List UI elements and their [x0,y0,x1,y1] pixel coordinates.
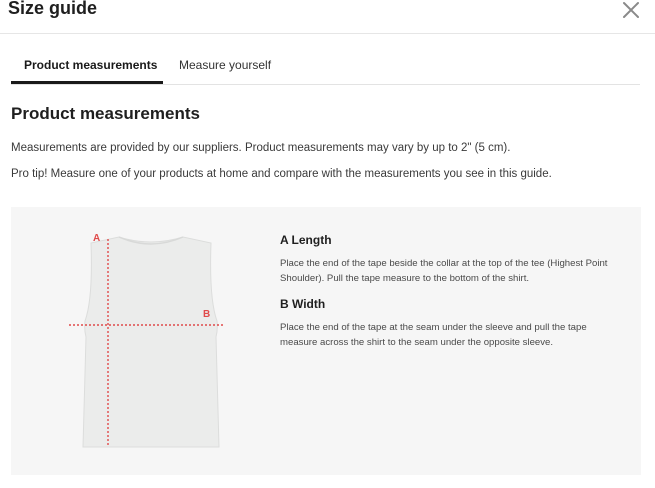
width-title: B Width [280,297,326,311]
measurement-panel [11,207,641,475]
tab-product-measurements[interactable]: Product measurements [24,58,158,72]
length-title: A Length [280,233,332,247]
section-title: Product measurements [11,104,200,123]
length-description: Place the end of the tape beside the collar at the top of the tee (Highest Point Shoulder). Pull the tape measure to the bottom of the shirt. [280,258,608,284]
tank-top-shape [83,237,219,447]
close-icon[interactable] [621,0,641,20]
tab-bar [11,52,640,85]
modal-title: Size guide [8,0,98,18]
active-tab-indicator [11,81,163,84]
tab-measure-yourself[interactable]: Measure yourself [179,58,272,72]
pro-tip: Pro tip! Measure one of your products at home and compare with the measurements you see in this guide. [11,168,552,180]
tank-top-diagram [67,229,235,451]
width-description: Place the end of the tape at the seam under the sleeve and pull the tape measure across the shirt to the seam under the opposite sleeve. [280,322,587,348]
marker-a: A [93,233,101,244]
supplier-note: Measurements are provided by our suppliers. Product measurements may vary by up to 2" (5 cm). [11,142,511,154]
marker-b: B [203,309,211,320]
modal-header [0,0,655,34]
